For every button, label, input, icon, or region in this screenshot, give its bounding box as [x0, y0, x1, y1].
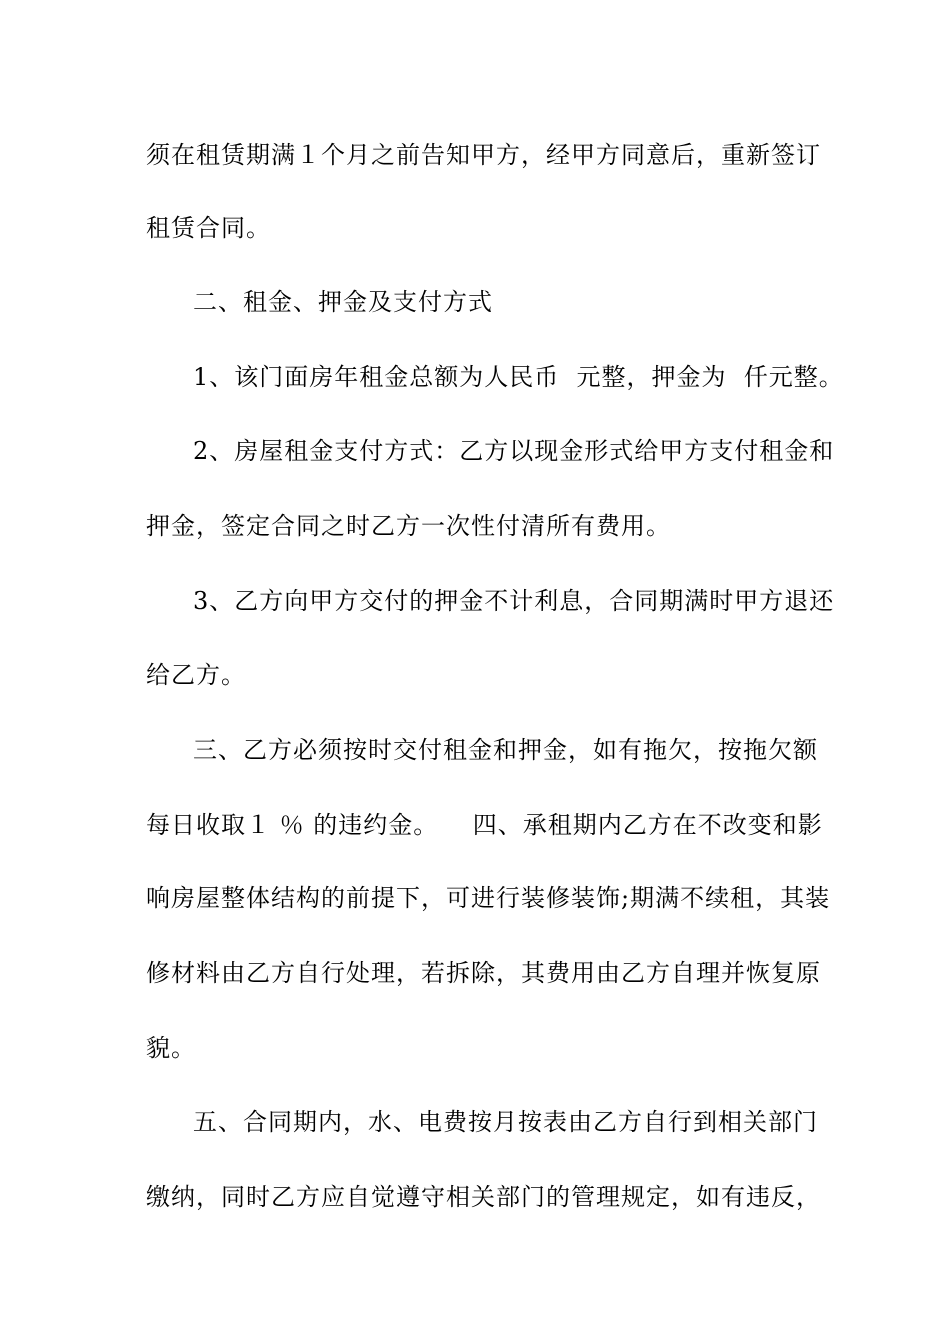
text-line: 貌。	[146, 1034, 196, 1062]
text-line: 3、乙方向甲方交付的押金不计利息，合同期满时甲方退还	[193, 587, 835, 615]
text-line: 五、合同期内，水、电费按月按表由乙方自行到相关部门	[193, 1108, 818, 1136]
text-line: 租赁合同。	[146, 214, 271, 242]
text-line: 2、房屋租金支付方式：乙方以现金形式给甲方支付租金和	[193, 437, 835, 465]
text-line: 响房屋整体结构的前提下，可进行装修装饰;期满不续租，其装	[146, 884, 831, 912]
text-line: 三、乙方必须按时交付租金和押金，如有拖欠，按拖欠额	[193, 736, 818, 764]
text-line: 须在租赁期满１个月之前告知甲方，经甲方同意后，重新签订	[146, 141, 821, 169]
section-heading: 二、租金、押金及支付方式	[193, 288, 493, 316]
text-line: 给乙方。	[146, 661, 246, 689]
text-line: 每日收取１ ％ 的违约金。 四、承租期内乙方在不改变和影	[146, 811, 823, 839]
text-line: 修材料由乙方自行处理，若拆除，其费用由乙方自理并恢复原	[146, 959, 821, 987]
text-line: 押金，签定合同之时乙方一次性付清所有费用。	[146, 512, 671, 540]
text-line: 1、该门面房年租金总额为人民币 元整，押金为 仟元整。	[193, 363, 844, 391]
text-line: 缴纳，同时乙方应自觉遵守相关部门的管理规定，如有违反，	[146, 1183, 821, 1211]
